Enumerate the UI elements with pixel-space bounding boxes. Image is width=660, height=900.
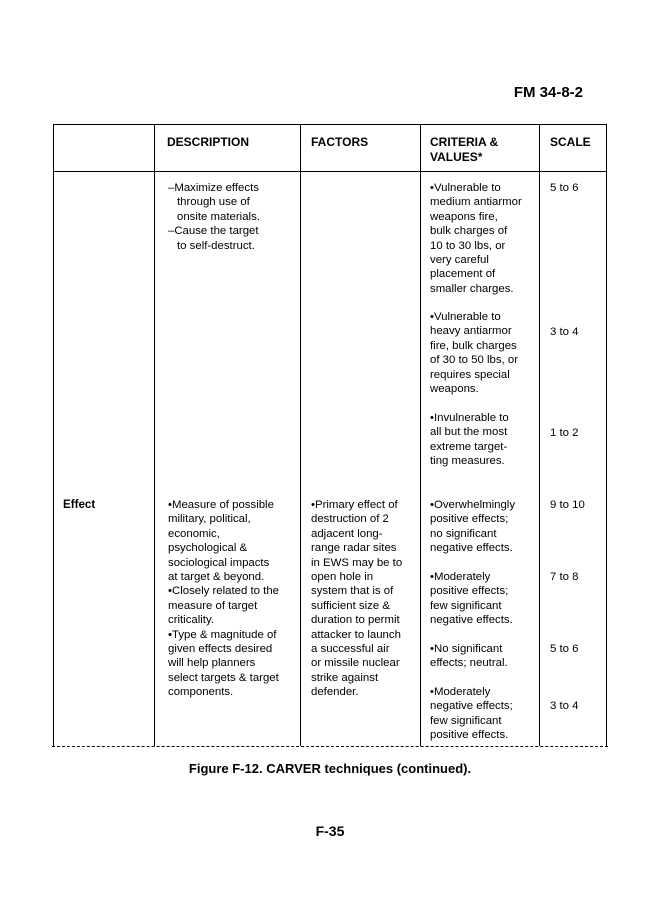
criteria-cell: •Overwhelmingly positive effects; no significant negative effects. <box>430 499 516 555</box>
criteria-cell: •Moderately negative effects; few significant positive effects. <box>430 686 513 742</box>
column-divider <box>154 125 155 746</box>
column-divider <box>539 125 540 746</box>
column-header-description: DESCRIPTION <box>167 135 250 149</box>
criteria-cell: •Vulnerable to heavy antiarmor fire, bulk charges of 30 to 50 lbs, or requires special weapons. <box>430 311 519 396</box>
document-id: FM 34-8-2 <box>513 84 583 101</box>
scale-value: 3 to 4 <box>550 326 579 338</box>
column-header-criteria: CRITERIA & VALUES* <box>430 135 499 164</box>
header-divider <box>54 171 606 172</box>
criteria-cell: •No significant effects; neutral. <box>430 643 508 670</box>
page-number: F-35 <box>315 823 345 839</box>
continued-description: –Maximize effects through use of onsite materials. –Cause the target to self-destruct. <box>168 182 260 252</box>
column-header-factors: FACTORS <box>311 135 369 149</box>
table-continuation-line <box>52 746 608 747</box>
scale-value: 9 to 10 <box>550 499 585 511</box>
carver-table <box>53 124 607 746</box>
scale-value: 5 to 6 <box>550 643 579 655</box>
criteria-cell: •Vulnerable to medium antiarmor weapons fire, bulk charges of 10 to 30 lbs, or very careful placement of smaller charges. <box>430 182 522 295</box>
effect-factors: •Primary effect of destruction of 2 adjacent long- range radar sites in EWS may be to open hole in system that is of sufficient size & duration to permit attacker to launch a successful air or missile nuclear strike against defender. <box>311 499 403 699</box>
row-label-effect: Effect <box>63 498 96 511</box>
scale-value: 5 to 6 <box>550 182 579 194</box>
column-divider <box>300 125 301 746</box>
effect-description: •Measure of possible military, political, economic, psychological & sociological impacts at target & beyond. •Closely related to the measure of target criticality. •Type & magnitude of given effects desired will help planners select targets & target components. <box>168 499 279 699</box>
criteria-cell: •Invulnerable to all but the most extreme target- ting measures. <box>430 412 509 468</box>
scale-value: 1 to 2 <box>550 427 579 439</box>
scale-value: 3 to 4 <box>550 700 579 712</box>
scale-value: 7 to 8 <box>550 571 579 583</box>
figure-caption: Figure F-12. CARVER techniques (continued). <box>188 761 472 776</box>
column-header-scale: SCALE <box>550 135 591 149</box>
criteria-cell: •Moderately positive effects; few significant negative effects. <box>430 571 513 627</box>
column-divider <box>420 125 421 746</box>
